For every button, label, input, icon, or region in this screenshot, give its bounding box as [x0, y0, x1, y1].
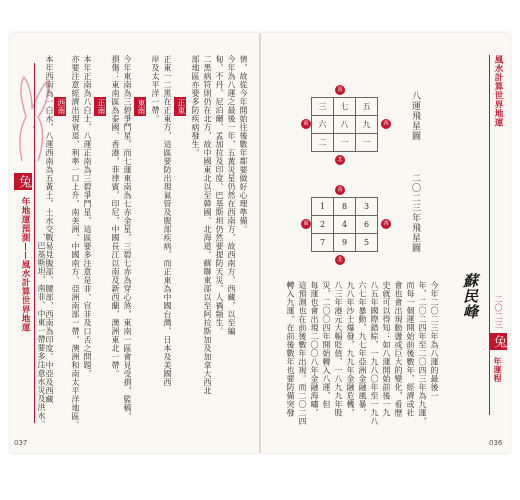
chart1-cell: 一: [356, 134, 378, 152]
body-col-10: 災，二〇〇四年開始轉入八運，但: [322, 281, 331, 409]
chart1-dir-north: 北: [335, 155, 345, 165]
chart1-dir-east: 東: [301, 119, 311, 129]
page-number-right: 036: [489, 439, 503, 447]
intro-col-2: 今年為八運之最後一年，五黃災星仍然在西南方，故西南方，西藏，以至編: [227, 55, 236, 336]
chart2-cell: 2: [312, 216, 334, 234]
body-col-2: 年，二〇二四年至二〇四三年為九運，: [418, 281, 427, 426]
intro-col-1: 情，故從今年開始往後數年都要做好心理準備。: [239, 55, 248, 234]
author-signature: 蘇民峰: [461, 273, 479, 320]
zodiac-badge: 兔: [16, 175, 31, 188]
chart2-cell: 7: [312, 234, 334, 252]
chart1-cell: 三: [312, 98, 334, 116]
section-east-col-1: 正東一二黑在正東方，這區要防出現氣管及腹部疾病，而正東為中國台灣、日本及美國西: [163, 55, 172, 387]
intro-col-4: 二黑病符則仍在北方，故中國東北以至韓國、北海道、蘇聯東部以至阿拉斯加及加拿大西北: [203, 55, 212, 395]
side-heading: 年地運預測——風水計算世界地運: [20, 197, 30, 332]
running-title: 風水計算世界地運: [493, 55, 503, 127]
body-col-6: 八五年國際錯綜，一九八〇年至一九八: [370, 281, 379, 426]
section-southeast-col-2: 損傷：東南區為泰國、香港，菲律賓，印尼，中國長江以南及新西蘭，澳洲東北一帶。: [111, 55, 120, 378]
chart1-cell: 七: [334, 98, 356, 116]
chart2-dir-south: 南: [335, 185, 345, 195]
left-red-rule: [34, 63, 35, 423]
body-col-1: 今年二〇二三年為八運的最後一: [430, 281, 439, 400]
body-col-11: 每運也會出現二〇〇八年金融海嘯，: [310, 281, 319, 417]
body-col-9: 八三年港元大幅貶值，一八九九年股: [334, 281, 343, 417]
right-red-rule: [489, 55, 490, 415]
left-page: [10, 33, 259, 453]
zodiac-badge-right: 兔: [491, 335, 506, 348]
year-badge: 二〇二三: [494, 295, 503, 329]
section-southwest-col-2: 、巴基斯坦，南非、中東一帶要多注意水災及洪水。: [37, 233, 46, 429]
chart2-cell: 5: [356, 234, 378, 252]
chart2-title: 二〇二三年飛星圖: [410, 173, 420, 253]
chart2-cell: 1: [312, 198, 334, 216]
section-tag-east: 正東: [174, 97, 186, 116]
page-number-left: 037: [14, 439, 28, 447]
intro-col-5: 部地區亦要多防疾病發生。: [191, 55, 200, 157]
chart1-cell: 六: [312, 116, 334, 134]
section-tag-south: 正南: [94, 97, 106, 116]
chart2-cell: 4: [334, 216, 356, 234]
chart1-cell: 二: [312, 134, 334, 152]
section-south-col-1: 本年正南為八白土，八運正南為三碧爭鬥星，這區要多注意是非、官非及口舌之問題，: [83, 55, 92, 378]
body-col-4: 會也會出現動盪或巨大的變化，看歷: [394, 281, 403, 417]
chart2-cell: 6: [356, 216, 378, 234]
section-south-col-2: 亦要注意經濟出現衰退、利率一口上升，南美洲、中國南方、亞洲南部一帶，澳洲和南太平洋地區。: [71, 55, 80, 429]
body-col-7: 六七年暴動，九七年亞洲金融風暴，: [358, 281, 367, 417]
chart1-cell: 五: [356, 98, 378, 116]
chart2-cell: 8: [334, 198, 356, 216]
annual-forecast-label: 年運程: [493, 357, 503, 383]
right-page: [261, 33, 510, 453]
intro-col-3: 甸、不丹、尼泊爾、孟加拉及印度、巴基斯坦仍然要提防天災，人禍頻生。: [215, 55, 224, 336]
body-col-12: 這預測也在前後數年出現。而二〇二四: [298, 281, 307, 426]
chart2-cell: 3: [356, 198, 378, 216]
chart1-title: 八運飛星圖: [410, 91, 420, 141]
body-col-3: 而每一個運開始前後數年，經濟或社: [406, 281, 415, 417]
chart2-dir-east: 東: [301, 219, 311, 229]
section-east-col-2: 岸及太平洋一帶。: [151, 55, 160, 123]
section-southwest-col-1: 本年西南為一白水，八運西南為五黃土，土水交戰易見腹部、腰部，西南為印度、中亞及西藏: [45, 55, 54, 404]
body-col-13: 轉入九運，在前後數年也要防備突發: [286, 281, 295, 417]
chart1-cell: 八: [334, 116, 356, 134]
chart1-dir-west: 西: [381, 119, 391, 129]
chart2-grid: [311, 197, 378, 252]
chart2-cell: 9: [334, 234, 356, 252]
body-col-8: 九八年沙士爆發，九九年金融危機，: [346, 281, 355, 417]
chart2-dir-north: 北: [335, 255, 345, 265]
section-southeast-col-1: 今年東南為三碧爭鬥星，而七運東南為七赤金星，三碧七赤為穿心煞，東南一區會見受損，監稿，: [123, 55, 132, 421]
chart1-cell: 九: [356, 116, 378, 134]
chart1-dir-south: 南: [335, 85, 345, 95]
chart1-cell: 一: [334, 134, 356, 152]
section-tag-southeast: 東南: [134, 97, 146, 116]
section-tag-southwest: 西南: [54, 97, 66, 116]
body-col-5: 史就可以得知：如八運開始前後一九: [382, 281, 391, 417]
chart1-grid: [311, 97, 378, 152]
chart2-dir-west: 西: [381, 219, 391, 229]
